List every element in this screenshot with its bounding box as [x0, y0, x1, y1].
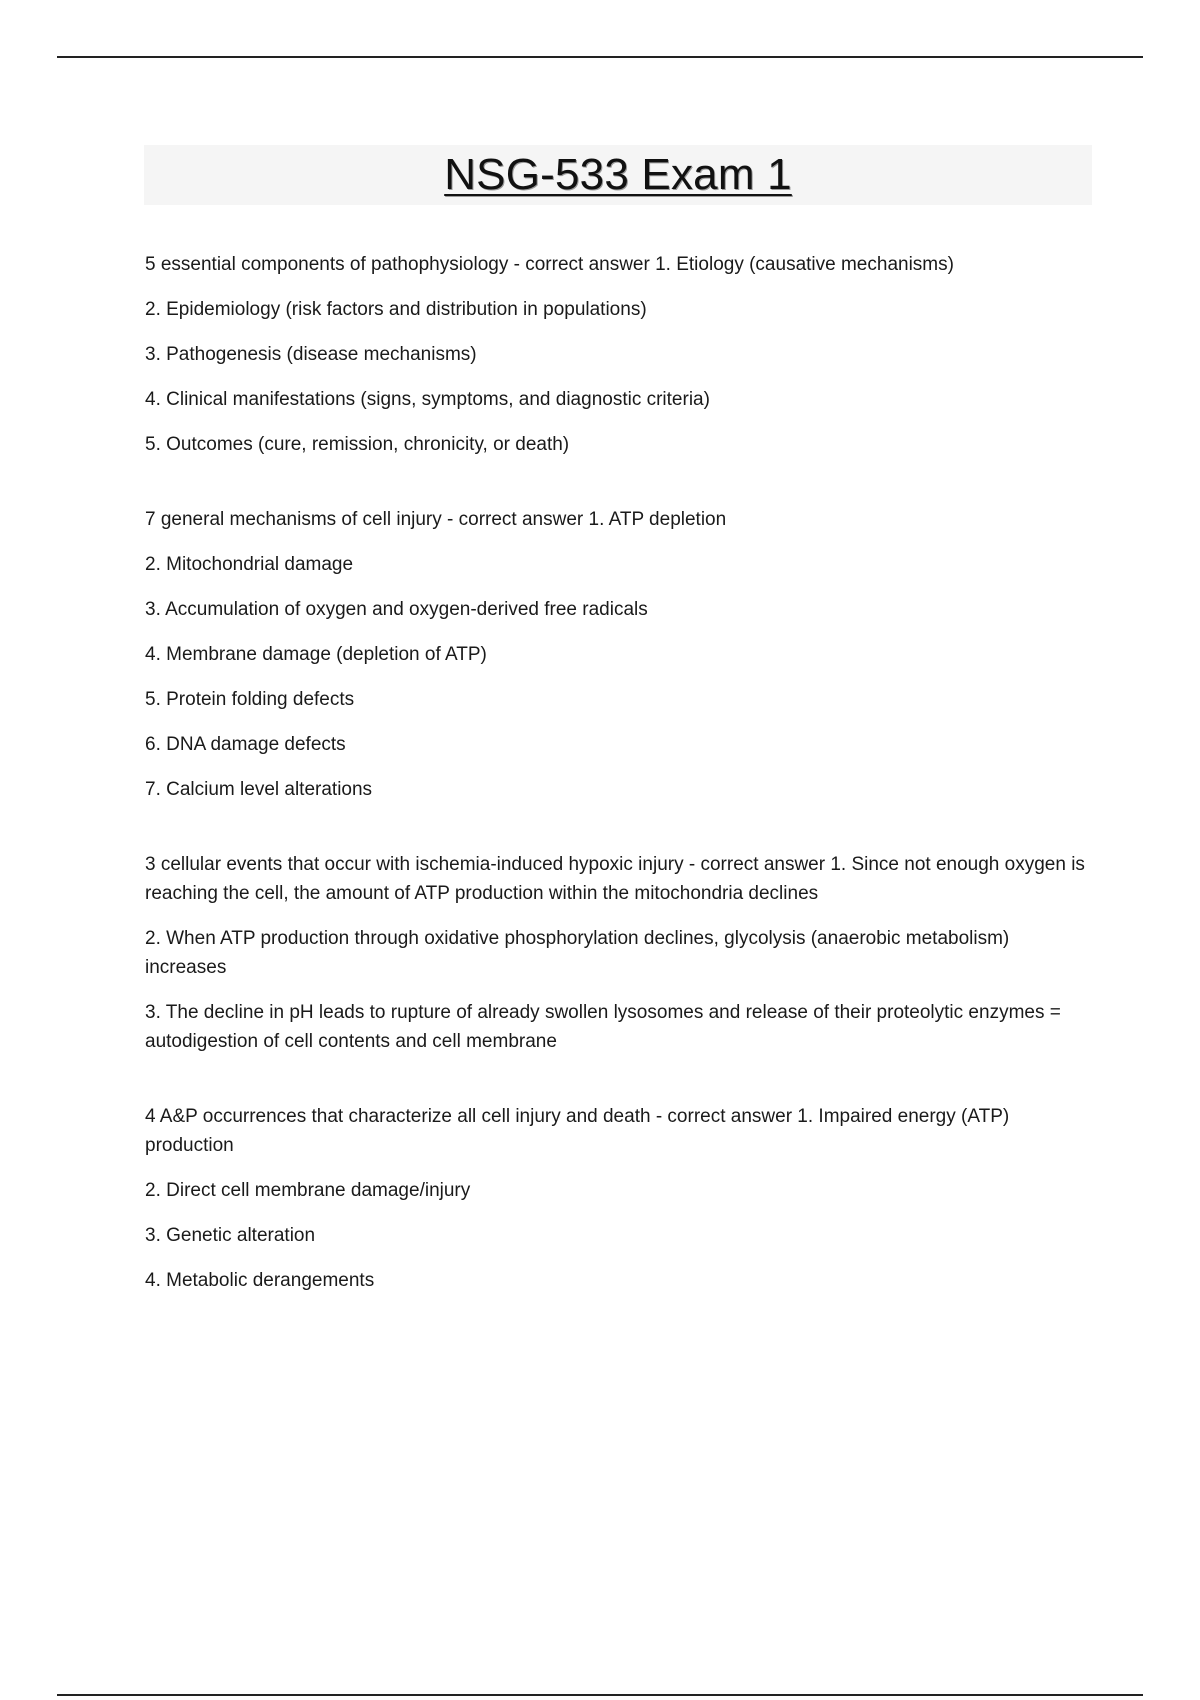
- document-title: NSG-533 Exam 1: [444, 150, 792, 199]
- card-line: 5. Outcomes (cure, remission, chronicity, or death): [145, 434, 570, 455]
- card-line: 4. Metabolic derangements: [145, 1270, 375, 1291]
- card-line: 2. Epidemiology (risk factors and distribution in populations): [145, 299, 647, 320]
- card-line: 3. Pathogenesis (disease mechanisms): [145, 344, 477, 365]
- card-line: 3. Accumulation of oxygen and oxygen-derived free radicals: [145, 599, 648, 620]
- card-line: 3. Genetic alteration: [145, 1225, 316, 1246]
- title-band: [144, 145, 1092, 205]
- bottom-rule: [57, 1694, 1143, 1696]
- card-line: 2. Mitochondrial damage: [145, 554, 354, 575]
- flashcard-3: [145, 850, 1085, 1056]
- card-line: 5. Protein folding defects: [145, 689, 355, 710]
- flashcard-2: [145, 505, 1085, 804]
- top-rule: [57, 56, 1143, 58]
- card-line: 4. Membrane damage (depletion of ATP): [145, 644, 487, 665]
- flashcard-4: [145, 1102, 1085, 1295]
- card-line: 6. DNA damage defects: [145, 734, 346, 755]
- card-line: 5 essential components of pathophysiology - correct answer 1. Etiology (causative mechanisms): [145, 254, 954, 275]
- card-line: 7. Calcium level alterations: [145, 779, 373, 800]
- card-line: 3 cellular events that occur with ischemia-induced hypoxic injury - correct answer 1. Since not enough oxygen is reaching the cell, the amount of ATP production within the mitochondria declines: [145, 854, 1085, 904]
- card-line: 3. The decline in pH leads to rupture of already swollen lysosomes and release of their proteolytic enzymes = autodigestion of cell contents and cell membrane: [145, 1002, 1061, 1052]
- card-line: 4. Clinical manifestations (signs, symptoms, and diagnostic criteria): [145, 389, 710, 410]
- card-line: 2. Direct cell membrane damage/injury: [145, 1180, 471, 1201]
- card-line: 4 A&P occurrences that characterize all cell injury and death - correct answer 1. Impaired energy (ATP) production: [145, 1106, 1010, 1156]
- flashcard-1: [145, 250, 1085, 459]
- document-content: [145, 250, 1085, 1341]
- card-line: 2. When ATP production through oxidative phosphorylation declines, glycolysis (anaerobic metabolism) increases: [145, 928, 1010, 978]
- card-line: 7 general mechanisms of cell injury - correct answer 1. ATP depletion: [145, 509, 727, 530]
